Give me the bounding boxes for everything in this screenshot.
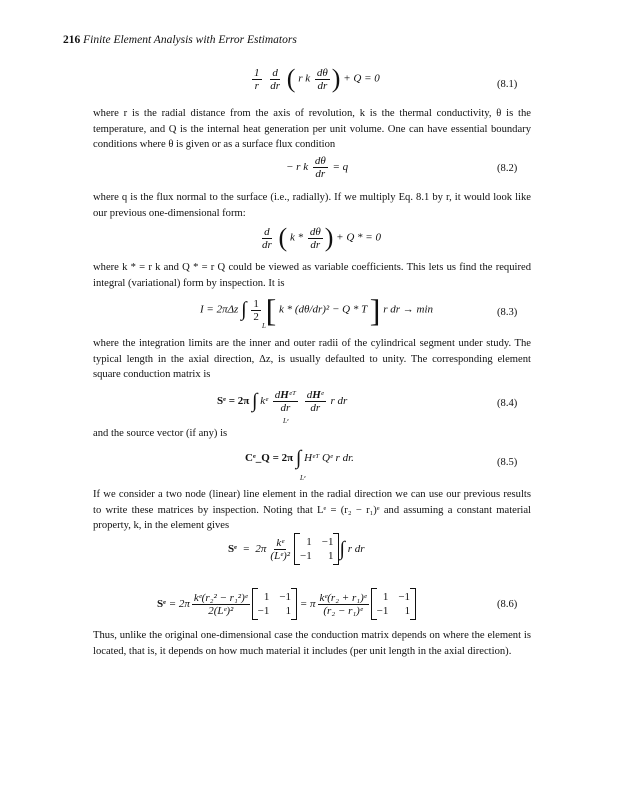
eq-8-4-lhs: Sᵉ = 2π <box>217 395 250 408</box>
eq-number-8-4: (8.4) <box>497 398 518 409</box>
eq-number-8-5: (8.5) <box>497 457 518 468</box>
equation-8-2: − r k $\frac{d\theta}{dr}$ = q <box>286 155 349 180</box>
paragraph-7: Thus, unlike the original one-dimensional case the conduction matrix depends on where the element is located, that is, it depends on how much material it includes (per unit length in the axial direction). <box>93 630 531 657</box>
running-header <box>63 34 297 46</box>
paragraph-2: where q is the flux normal to the surface (i.e., radially). If we multiply Eq. 8.1 by r, it would look like our previous one-dimensional form: <box>93 192 531 219</box>
equation-8-1: $\frac{1}{r}$ $\frac{d}{dr}$ ( r k $\frac{d\theta}{dr}$ ) + Q = 0 <box>254 64 380 93</box>
equation-variable-form: $\frac{d}{dr}$ ( k * $\frac{d\theta}{dr}$ ) + Q * = 0 <box>262 223 381 252</box>
equation-element-matrix: Sᵉ = 2π $\frac{\text{kᵉ}}{\text{(Lᵉ)²}}$ 1 −1 −1 1 ∫ r dr <box>228 533 365 565</box>
equation-8-4: Sᵉ = 2π ∫ kᵉ $\frac{\text{dHᵉᵀ}}{dr}$ $\frac{\text{dHᵉ}}{dr}$ r dr <box>217 389 348 414</box>
paragraph-4: where the integration limits are the inner and outer radii of the cylindrical segment under study. The typical length in the axial direction, Δz, is usually defaulted to unity. The corresponding element square conduction matrix is <box>93 338 531 381</box>
eq-8-5-limit: Lᵉ <box>300 474 306 482</box>
eq-8-4-limit: Lᵉ <box>283 417 289 425</box>
eq-variable-rhs: + Q * = 0 <box>336 231 381 244</box>
eq-8-3-tail: r dr → min <box>383 303 433 316</box>
eq-8-1-rhs: + Q = 0 <box>343 72 380 85</box>
eq-number-8-2: (8.2) <box>497 163 518 174</box>
eq-number-8-6: (8.6) <box>497 599 518 610</box>
paragraph-3: where k * = r k and Q * = r Q could be viewed as variable coefficients. This lets us find the required integral (variational) form by inspection. It is <box>93 262 531 289</box>
book-title: Finite Element Analysis with Error Estimators <box>83 34 297 46</box>
equation-8-3: I = 2πΔz ∫ $\frac{1}{2}$ [ k * (dθ/dr)² − Q * T ] r dr → min <box>200 292 433 328</box>
eq-8-4-tail: r dr <box>330 395 348 408</box>
paragraph-6: If we consider a two node (linear) line element in the radial direction we can use our previous results to write these matrices by inspection. Noting that Lᵉ = (r₂ − r₁)ᵉ and assuming a constant material property, k, in the element gives <box>93 489 531 532</box>
equation-8-5: Cᵉ_Q = 2π ∫ Hᵉᵀ Qᵉ r dr. <box>245 447 354 469</box>
eq-8-5-lhs: Cᵉ_Q = 2π <box>245 452 294 465</box>
equation-8-6: Sᵉ = 2π $\frac{\text{kᵉ(r₂² − r₁²)ᵉ}}{\text{2(Lᵉ)²}}$ 1 −1 −1 1 = π $\frac{\text{kᵉ(r₂ + r₁)ᵉ}}{\text{(r₂ − r₁)ᵉ}}$ 1 −1 −1 1 <box>157 588 416 620</box>
eq-number-8-3: (8.3) <box>497 307 518 318</box>
page-number: 216 <box>63 34 81 46</box>
paragraph-5: and the source vector (if any) is <box>93 428 228 439</box>
eq-8-2-rhs: = q <box>332 161 349 174</box>
paragraph-1: where r is the radial distance from the axis of revolution, k is the thermal conductivity, θ is the temperature, and Q is the internal heat generation per unit volume. One can have essential boundary conditions where θ is given or as a surface flux condition <box>93 108 531 151</box>
eq-8-3-limit: L <box>262 322 266 330</box>
eq-number-8-1: (8.1) <box>497 79 518 90</box>
eq-8-3-body: k * (dθ/dr)² − Q * T <box>278 303 368 316</box>
eq-8-5-body: Hᵉᵀ Qᵉ r dr. <box>304 452 354 465</box>
eq-8-3-lhs: I = 2πΔz <box>200 303 239 316</box>
eq-8-2-lhs: − r k <box>286 161 309 174</box>
